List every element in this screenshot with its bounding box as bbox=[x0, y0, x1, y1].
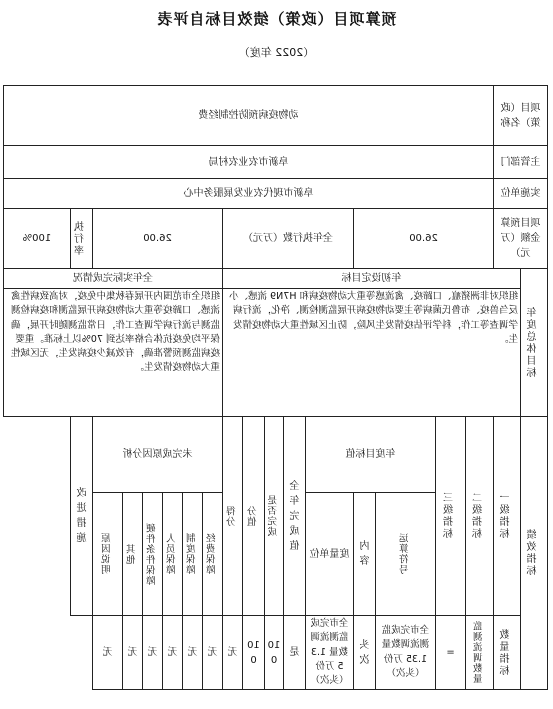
row-reason-hardware: 无 bbox=[163, 616, 183, 690]
completed-header: 是否完成 bbox=[265, 417, 284, 616]
form-year: （2022 年度） bbox=[238, 46, 315, 59]
impl-label: 实施单位 bbox=[494, 179, 548, 209]
measures-header: 改进措施 bbox=[71, 417, 93, 616]
row-dept bbox=[3, 146, 547, 179]
reason-system-header: 制度保障 bbox=[183, 493, 203, 616]
planned-goal-text: 组织对非洲猪瘟、口蹄疫、禽流感等重大动物疫病和 H7N9 流感、小反刍兽疫、布鲁氏菌病等主要动物疫病开展监测检测、净化，流行病学调查等工作，科学评估疫情发生风险，防止区域性重大动物疫情发生。 bbox=[223, 289, 521, 417]
content-header: 内容 bbox=[354, 493, 376, 616]
level3-header: 三级指标 bbox=[436, 417, 466, 616]
table-row bbox=[3, 616, 547, 690]
row-reason-staff: 无 bbox=[183, 616, 203, 690]
reason-explain-header: 原因说明 bbox=[93, 493, 123, 616]
level2-header: 二级指标 bbox=[466, 417, 494, 616]
form-title: 预算项目（政策）绩效目标自评表 bbox=[156, 10, 397, 28]
annual-target-header: 年度目标值 bbox=[306, 417, 436, 493]
row-operator: = bbox=[436, 616, 466, 690]
reason-other-header: 其他 bbox=[123, 493, 143, 616]
row-goal-headers bbox=[3, 269, 547, 289]
reason-funding-header: 经费保障 bbox=[203, 493, 223, 616]
row-content: 全市完成监测流调数量 1.35 万份（头次） bbox=[376, 616, 436, 690]
row-level2: 监测流调数量 bbox=[466, 616, 494, 690]
rate-value: 100% bbox=[3, 209, 70, 269]
reason-staff-header: 人员保障 bbox=[163, 493, 183, 616]
row-unit: 头次 bbox=[354, 616, 376, 690]
row-reason-funding: 无 bbox=[223, 616, 243, 690]
impl-value: 阜新市现代农业发展服务中心 bbox=[3, 179, 493, 209]
exec-label: 全年执行数（万元） bbox=[223, 209, 354, 269]
row-budget bbox=[3, 209, 547, 269]
reason-hardware-header: 硬件条件保障 bbox=[143, 493, 163, 616]
budget-label: 项目预算金额（万元） bbox=[494, 209, 548, 269]
operator-header: 运算符号 bbox=[376, 493, 436, 616]
row-project-name bbox=[3, 86, 547, 146]
row-reason-other: 无 bbox=[143, 616, 163, 690]
row-level1: 数量指标 bbox=[494, 616, 521, 690]
unit-header: 度量单位 bbox=[306, 493, 354, 616]
actual-goal-text: 组织全市范围内开展春秋集中免疫，对高致病性禽流感、口蹄疫等重大动物疫病开展监测和疫病检测监测与流行病学调查工作，日常监测随时开展，确保平均免疫抗体合格率达到 70%以上标准。重要疫病监测预警准确，有效减少疫病发生，无区域性重大动物疫情发生。 bbox=[3, 289, 222, 417]
level1-header: 一级指标 bbox=[494, 417, 521, 616]
row-reason-system: 无 bbox=[203, 616, 223, 690]
row-reason-explain: 无 bbox=[123, 616, 143, 690]
self-evaluation-table bbox=[3, 85, 548, 690]
row-weight: 100 bbox=[265, 616, 284, 690]
row-score: 100 bbox=[243, 616, 265, 690]
rate-label: 执行率 bbox=[71, 209, 93, 269]
budget-value: 26.00 bbox=[354, 209, 494, 269]
row-goal-texts bbox=[3, 289, 547, 417]
row-actual-value: 全市完成监测流调数量 1.35 万份（头次） bbox=[306, 616, 354, 690]
perf-indicators-label: 绩效指标 bbox=[521, 417, 548, 690]
row-completed: 是 bbox=[284, 616, 306, 690]
reasons-header: 未完成原因分析 bbox=[93, 417, 223, 493]
planned-goal-header: 年初设定目标 bbox=[223, 269, 521, 289]
row-indicator-headers-1 bbox=[3, 417, 547, 493]
row-measures: 无 bbox=[93, 616, 123, 690]
dept-label: 主管部门 bbox=[494, 146, 548, 179]
annual-goal-label: 年度总体目标 bbox=[521, 269, 548, 417]
row-impl bbox=[3, 179, 547, 209]
dept-value: 阜新市农业农村局 bbox=[3, 146, 493, 179]
actual-value-header: 全年完成值 bbox=[284, 417, 306, 616]
project-name-label: 项目（政策）名称 bbox=[494, 86, 548, 146]
score-header: 得分 bbox=[223, 417, 243, 616]
exec-value: 26.00 bbox=[93, 209, 223, 269]
actual-goal-header: 全年实际完成情况 bbox=[3, 269, 222, 289]
weight-header: 分值 bbox=[243, 417, 265, 616]
project-name-value: 动物疫病预防控制经费 bbox=[3, 86, 493, 146]
